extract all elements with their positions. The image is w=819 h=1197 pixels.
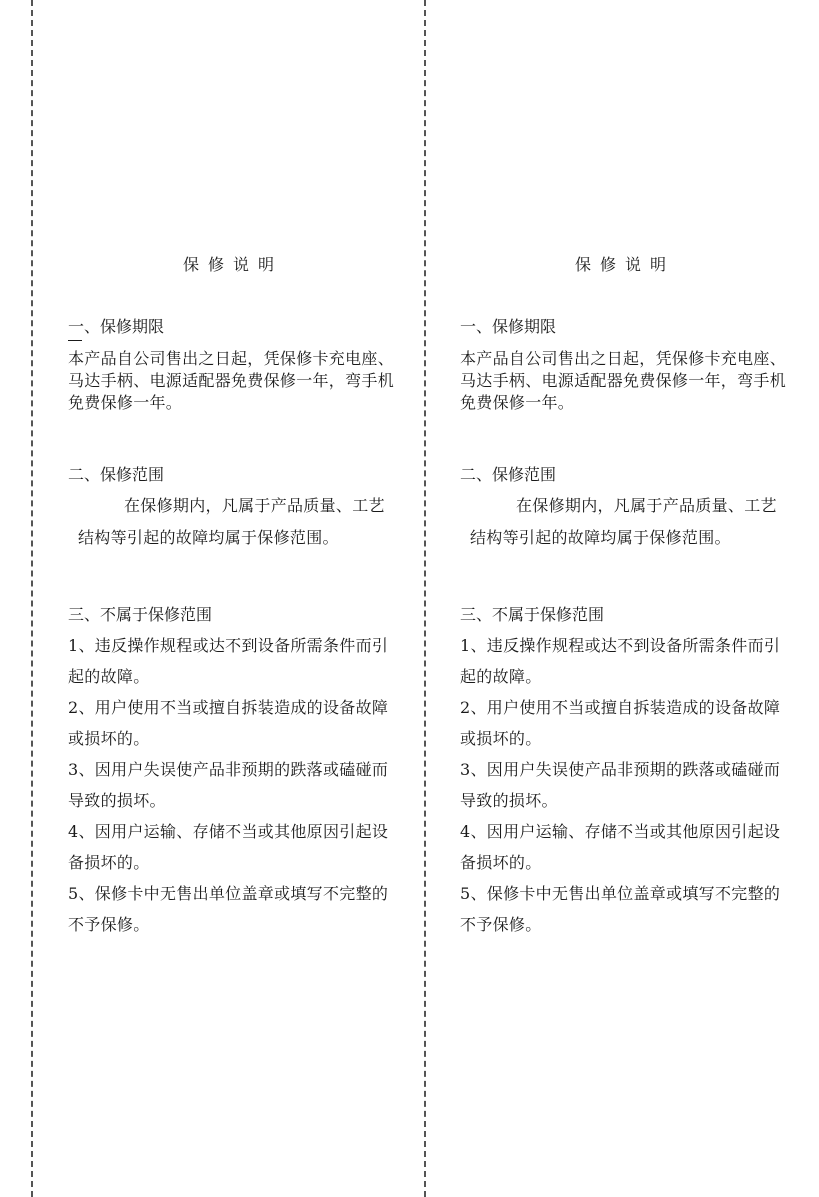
list-item: 5、保修卡中无售出单位盖章或填写不完整的不予保修。 (460, 884, 781, 934)
list-item: 5、保修卡中无售出单位盖章或填写不完整的不予保修。 (68, 884, 389, 934)
list-item: 1、违反操作规程或达不到设备所需条件而引起的故障。 (68, 636, 389, 686)
warranty-card-left (68, 0, 398, 1197)
list-item: 3、因用户失误使产品非预期的跌落或磕碰而导致的损坏。 (460, 760, 781, 810)
section-heading-warranty-scope: 二、保修范围 (68, 465, 165, 484)
cut-line-middle (424, 0, 426, 1197)
list-item: 4、因用户运输、存储不当或其他原因引起设备损坏的。 (460, 822, 781, 872)
section-body-warranty-period: 本产品自公司售出之日起，凭保修卡充电座、马达手柄、电源适配器免费保修一年，弯手机免费保修一年。 (68, 349, 395, 412)
section-body-warranty-period: 本产品自公司售出之日起，凭保修卡充电座、马达手柄、电源适配器免费保修一年，弯手机免费保修一年。 (460, 349, 787, 412)
list-item: 3、因用户失误使产品非预期的跌落或磕碰而导致的损坏。 (68, 760, 389, 810)
card-title: 保修说明 (182, 255, 283, 274)
section-heading-warranty-scope: 二、保修范围 (460, 465, 557, 484)
section-heading-exclusions: 三、不属于保修范围 (460, 605, 605, 624)
section-heading-warranty-period: 一、保修期限 (68, 317, 165, 336)
list-item: 4、因用户运输、存储不当或其他原因引起设备损坏的。 (68, 822, 389, 872)
warranty-card-right (460, 0, 790, 1197)
card-title: 保修说明 (574, 255, 675, 274)
section-body-warranty-scope: 在保修期内，凡属于产品质量、工艺结构等引起的故障均属于保修范围。 (78, 496, 385, 547)
section-heading-exclusions: 三、不属于保修范围 (68, 605, 213, 624)
section-body-warranty-scope: 在保修期内，凡属于产品质量、工艺结构等引起的故障均属于保修范围。 (470, 496, 777, 547)
list-item: 2、用户使用不当或擅自拆装造成的设备故障或损坏的。 (68, 698, 389, 748)
list-item: 1、违反操作规程或达不到设备所需条件而引起的故障。 (460, 636, 781, 686)
stray-dash-mark (68, 340, 82, 341)
list-item: 2、用户使用不当或擅自拆装造成的设备故障或损坏的。 (460, 698, 781, 748)
exclusions-list (460, 630, 786, 940)
exclusions-list (68, 630, 394, 940)
cut-line-left (31, 0, 33, 1197)
section-heading-warranty-period: 一、保修期限 (460, 317, 557, 336)
